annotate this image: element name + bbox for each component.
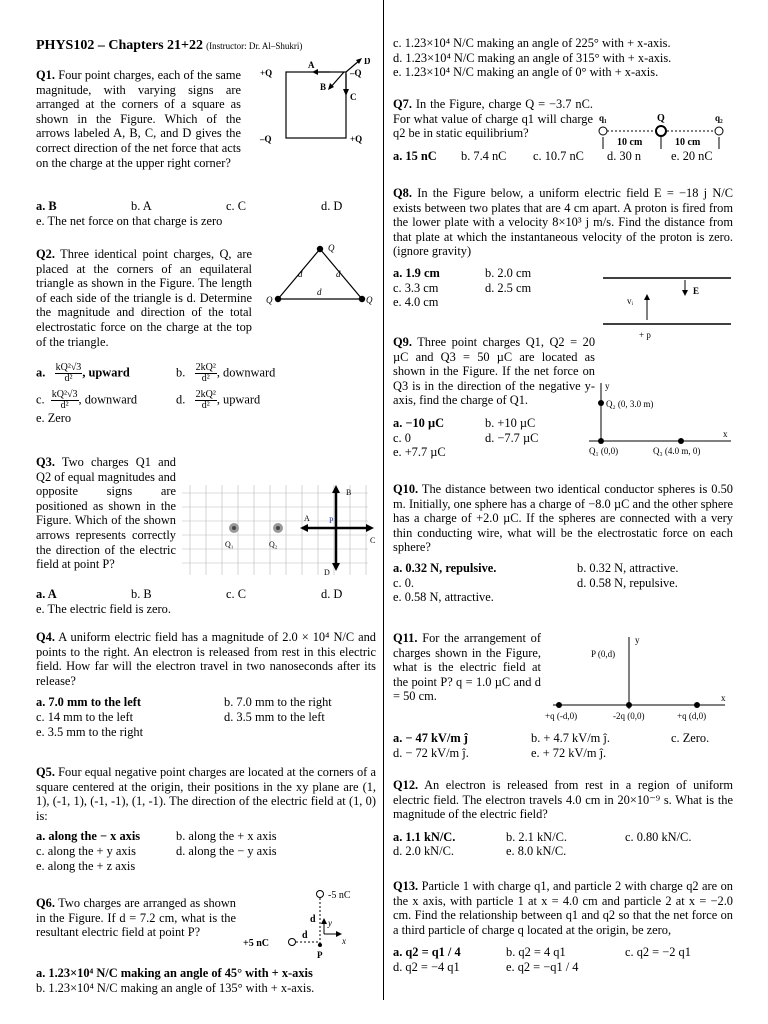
q8-field-label: E	[693, 286, 700, 296]
question-12-options	[393, 830, 733, 859]
q9-charge-1: Q₁ (0,0)	[589, 446, 619, 456]
q1-option-b[interactable]: b. A	[131, 199, 152, 213]
q3-arrow-c: C	[370, 536, 376, 545]
question-7-number: Q7.	[393, 97, 412, 111]
q11-charge-right: +q (d,0)	[677, 711, 707, 721]
q3-arrow-a: A	[304, 514, 310, 523]
q11-point-p: P (0,d)	[591, 649, 616, 659]
question-7-options	[393, 148, 713, 164]
q6-y-axis: y	[328, 918, 332, 928]
q6-option-a[interactable]: a. 1.23×10⁴ N/C making an angle of 45° with + x-axis	[36, 966, 313, 980]
q3-arrow-d: D	[324, 568, 330, 577]
q2-side-bottom: d	[317, 287, 322, 297]
question-5	[36, 765, 376, 873]
q3-option-d[interactable]: d. D	[321, 587, 343, 601]
q8-option-e[interactable]: e. 4.0 cm	[393, 295, 439, 310]
question-4-options	[36, 695, 376, 739]
q11-option-a[interactable]: a. − 47 kV/m ĵ	[393, 731, 468, 745]
q4-option-b[interactable]: b. 7.0 mm to the right	[224, 695, 332, 710]
q2-option-e[interactable]: e. Zero	[36, 411, 72, 425]
question-10-text	[393, 482, 733, 555]
q11-charge-left: +q (-d,0)	[545, 711, 578, 721]
question-2-options	[36, 363, 376, 426]
q6-option-b[interactable]: b. 1.23×10⁴ N/C making an angle of 135° with + x-axis.	[36, 980, 315, 995]
question-12-text	[393, 778, 733, 822]
q6-charge-pos: +5 nC	[243, 938, 269, 949]
q5-option-d[interactable]: d. along the − y axis	[176, 843, 277, 858]
q1-arrow-b: B	[320, 82, 327, 92]
q7-option-d[interactable]: d. 30 n	[607, 148, 642, 163]
question-3-body: Two charges Q1 and Q2 of equal magnitudes and opposite signs are positioned as shown in the Figure. Which of the shown arrows represents correctly the direction of the electric field at point P?	[36, 455, 177, 572]
q2-option-d[interactable]: d. $\frac{\text{2kQ²}}{\text{d²}}$ , upward	[176, 389, 261, 411]
question-4	[36, 630, 376, 739]
q10-option-a[interactable]: a. 0.32 N, repulsive.	[393, 560, 497, 575]
q6-charge-neg: -5 nC	[328, 890, 351, 901]
q7-charge-q2: q₂	[715, 113, 723, 123]
q7-charge-Q: Q	[657, 113, 665, 124]
question-10-number: Q10.	[393, 482, 419, 496]
column-divider	[383, 0, 384, 1000]
q11-y-axis: y	[635, 635, 640, 645]
q11-option-e[interactable]: e. + 72 kV/m ĵ.	[531, 745, 607, 760]
q8-option-b[interactable]: b. 2.0 cm	[485, 265, 532, 280]
question-10	[393, 482, 733, 605]
question-4-text	[36, 630, 376, 688]
q1-charge-tl: +Q	[260, 68, 273, 78]
question-9	[393, 335, 733, 460]
q13-option-d[interactable]: d. q2 = −4 q1	[393, 959, 460, 974]
q3-option-b[interactable]: b. B	[131, 587, 152, 601]
q11-charge-middle: -2q (0,0)	[613, 711, 645, 721]
q1-charge-bl: –Q	[260, 134, 272, 144]
q1-charge-br: +Q	[350, 134, 363, 144]
q9-figure	[589, 379, 733, 463]
q7-figure	[593, 111, 733, 151]
question-8-text	[393, 186, 733, 259]
q3-charge-1: Q₁	[225, 540, 234, 549]
q9-charge-3: Q₃ (4.0 m, 0)	[653, 446, 701, 456]
question-11-number: Q11.	[393, 631, 418, 645]
q3-figure	[182, 485, 376, 581]
q2-charge-top: Q	[328, 243, 335, 253]
q1-charge-tr: –Q	[350, 68, 362, 78]
question-2-text	[36, 247, 252, 349]
question-6-options-left	[36, 966, 376, 995]
q5-option-c[interactable]: c. along the + y axis	[36, 843, 136, 858]
question-1-number: Q1.	[36, 68, 55, 82]
q6-figure	[240, 886, 376, 962]
q3-arrow-b: B	[346, 488, 352, 497]
question-11-text	[393, 631, 541, 704]
question-8-body: In the Figure below, a uniform electric field E = −18 j N/C exists between two plates that are 4 cm apart. A proton is fired from the lower plate with a velocity 8×10³ j m/s. Find the distance from that plate at which the instantaneous velocity of the proton is zero.(ignore gravity)	[393, 186, 733, 259]
question-3	[36, 455, 376, 616]
q8-figure	[603, 270, 733, 342]
q8-option-c[interactable]: c. 3.3 cm	[393, 280, 439, 295]
question-5-text	[36, 765, 376, 823]
q10-option-c[interactable]: c. 0.	[393, 575, 414, 590]
q7-charge-q1: q₁	[599, 113, 607, 123]
q2-option-b-label: , downward	[216, 365, 276, 380]
question-4-number: Q4.	[36, 630, 55, 644]
q1-arrow-d: D	[364, 58, 371, 66]
q11-option-d[interactable]: d. − 72 kV/m ĵ.	[393, 745, 469, 760]
q2-option-c[interactable]: c. $\frac{\text{kQ²√3}}{\text{d²}}$ , downward	[36, 389, 138, 411]
q3-option-a[interactable]: a. A	[36, 587, 57, 601]
q1-option-e[interactable]: e. The net force on that charge is zero	[36, 213, 223, 228]
q13-option-e[interactable]: e. q2 = −q1 / 4	[506, 959, 579, 974]
question-5-number: Q5.	[36, 765, 55, 779]
question-8	[393, 186, 733, 340]
q5-option-b[interactable]: b. along the + x axis	[176, 829, 277, 844]
question-13-options	[393, 945, 733, 974]
question-12-body: An electron is released from rest in a region of uniform electric field. The electron travels 4.0 cm in 20×10⁻⁹ s. What is the magnitude of the electric field?	[393, 778, 733, 822]
question-5-options	[36, 829, 376, 873]
q5-option-a[interactable]: a. along the − x axis	[36, 829, 141, 844]
question-13-body: Particle 1 with charge q1, and particle 2 with charge q2 are on the x axis, with particle 1 at x = 4.0 cm and particle 2 at x = −2.0 cm. Find the relationship between q1 and q2 so that the net force on a third particle of charge q located at the origin, be zero,	[393, 879, 733, 937]
q11-figure	[545, 633, 733, 725]
question-1-text	[36, 68, 241, 170]
q1-option-a[interactable]: a. B	[36, 199, 57, 213]
question-7	[393, 97, 733, 163]
q2-side-left: d	[298, 269, 303, 279]
question-9-body: Three point charges Q1, Q2 = 20 µC and Q3 = 50 µC are located as shown in the Figure. If the net force on Q3 is in the direction of the negative y-axis, find the charge of Q1.	[393, 335, 596, 408]
q12-option-d[interactable]: d. 2.0 kN/C.	[393, 844, 454, 859]
q3-charge-2: Q₂	[269, 540, 278, 549]
question-2	[36, 243, 376, 425]
q9-charge-2: Q₂ (0, 3.0 m)	[606, 399, 654, 409]
question-5-body: Four equal negative point charges are located at the corners of a square centered at the origin, their positions in the xy plane are (1, 1), (-1, 1), (-1, -1), (1, -1). The direction of the electric field at (1, 0) is:	[36, 765, 376, 823]
q2-side-right: d	[336, 269, 341, 279]
q7-spacing-2: 10 cm	[675, 137, 701, 148]
question-10-body: The distance between two identical conductor spheres is 0.50 m. Initially, one sphere has a charge of −8.0 µC and the other sphere has a charge of +2.0 µC. If the spheres are connected with a very thin conducting wire, what will be the electrostatic force on each sphere?	[393, 482, 733, 555]
question-1-options	[36, 199, 376, 228]
q4-option-d[interactable]: d. 3.5 mm to the left	[224, 709, 325, 724]
q9-option-e[interactable]: e. +7.7 µC	[393, 445, 446, 460]
q3-point-p: P	[329, 516, 334, 525]
question-6-continued	[393, 36, 733, 80]
q10-option-e[interactable]: e. 0.58 N, attractive.	[393, 590, 494, 605]
question-13-text	[393, 879, 733, 937]
q8-option-a[interactable]: a. 1.9 cm	[393, 265, 440, 280]
q2-option-a[interactable]: a. $\frac{\text{kQ²√3}}{\text{d²}}$ , upward	[36, 362, 130, 384]
q3-option-e[interactable]: e. The electric field is zero.	[36, 601, 171, 616]
q2-figure	[264, 243, 376, 313]
question-3-options	[36, 587, 376, 616]
page-header	[36, 38, 376, 54]
question-4-body: A uniform electric field has a magnitude of 2.0 × 10⁴ N/C and points to the right. An electron is released from rest in this electric field. How far will the electron travel in two nanoseconds after its release?	[36, 630, 376, 688]
q11-option-b[interactable]: b. + 4.7 kV/m ĵ.	[531, 731, 610, 745]
q2-charge-left: Q	[266, 295, 273, 305]
q7-option-e[interactable]: e. 20 nC	[671, 148, 713, 163]
question-6-text	[36, 896, 236, 940]
q1-figure	[258, 58, 376, 148]
q9-option-b[interactable]: b. +10 µC	[485, 415, 536, 430]
q8-option-d[interactable]: d. 2.5 cm	[485, 280, 532, 295]
q7-option-a[interactable]: a. 15 nC	[393, 148, 437, 163]
q12-option-b[interactable]: b. 2.1 kN/C.	[506, 829, 567, 844]
q6-option-e[interactable]: e. 1.23×10⁴ N/C making an angle of 0° with + x-axis.	[393, 65, 659, 80]
q10-option-d[interactable]: d. 0.58 N, repulsive.	[577, 575, 678, 590]
q7-option-b[interactable]: b. 7.4 nC	[461, 148, 507, 163]
q9-option-a[interactable]: a. −10 µC	[393, 415, 445, 430]
question-2-number: Q2.	[36, 247, 55, 261]
q7-spacing-1: 10 cm	[617, 137, 643, 148]
q1-option-d[interactable]: d. D	[321, 199, 343, 213]
question-9-number: Q9.	[393, 335, 412, 349]
q1-arrow-a: A	[308, 60, 315, 70]
q9-option-c[interactable]: c. 0	[393, 430, 411, 445]
q8-proton-label: + p	[639, 330, 651, 340]
question-6	[36, 890, 376, 995]
q12-option-a[interactable]: a. 1.1 kN/C.	[393, 829, 456, 844]
q11-x-axis: x	[721, 693, 726, 703]
question-6-number: Q6.	[36, 896, 55, 910]
q4-option-a[interactable]: a. 7.0 mm to the left	[36, 695, 141, 710]
q10-option-b[interactable]: b. 0.32 N, attractive.	[577, 560, 679, 575]
question-9-options	[393, 416, 563, 460]
q6-option-d[interactable]: d. 1.23×10⁴ N/C making an angle of 315° with + x-axis.	[393, 50, 672, 65]
question-3-number: Q3.	[36, 455, 55, 469]
q3-option-c[interactable]: c. C	[226, 587, 246, 601]
q12-option-e[interactable]: e. 8.0 kN/C.	[506, 844, 567, 859]
q2-option-b[interactable]: b. $\frac{\text{2kQ²}}{\text{d²}}$ , downward	[176, 362, 276, 384]
question-13	[393, 879, 733, 975]
q4-option-e[interactable]: e. 3.5 mm to the right	[36, 724, 144, 739]
question-8-number: Q8.	[393, 186, 412, 200]
q11-option-c[interactable]: c. Zero.	[671, 731, 710, 745]
instructor-label: (Instructor: Dr. Al–Shukri)	[206, 41, 303, 51]
q9-x-axis: x	[723, 429, 728, 439]
q6-point-p: P	[317, 950, 323, 960]
q5-option-e[interactable]: e. along the + z axis	[36, 858, 136, 873]
q8-velocity-label: vᵢ	[627, 296, 633, 306]
question-11-body: For the arrangement of charges shown in the Figure, what is the electric field at the point P? q = 1.0 µC and d = 50 cm.	[393, 631, 541, 704]
q1-arrow-c: C	[350, 92, 357, 102]
question-13-number: Q13.	[393, 879, 419, 893]
question-7-body: In the Figure, charge Q = −3.7 nC. For what value of charge q1 will charge q2 be in static equilibrium?	[393, 97, 593, 141]
q6-option-c[interactable]: c. 1.23×10⁴ N/C making an angle of 225° with + x-axis.	[393, 36, 671, 50]
question-12-number: Q12.	[393, 778, 419, 792]
q4-option-c[interactable]: c. 14 mm to the left	[36, 709, 134, 724]
question-11	[393, 631, 733, 760]
q2-charge-right: Q	[366, 295, 373, 305]
q2-option-d-label: , upward	[216, 392, 261, 407]
q13-option-a[interactable]: a. q2 = q1 / 4	[393, 945, 461, 960]
question-11-options	[393, 731, 733, 760]
page-title: PHYS102 – Chapters 21+22	[36, 38, 204, 53]
q13-option-c[interactable]: c. q2 = −2 q1	[625, 945, 691, 960]
q6-dist-vertical: d	[310, 914, 316, 925]
q9-option-d[interactable]: d. −7.7 µC	[485, 430, 539, 445]
question-10-options	[393, 561, 733, 605]
question-1-body: Four point charges, each of the same magnitude, with varying signs are arranged at the corners of a square as shown in the Figure. Which of the arrows labeled A, B, C, and D gives the correct direction of the net force that acts on the charge at the upper right corner?	[36, 68, 241, 170]
q9-y-axis: y	[605, 381, 610, 391]
q2-option-c-label: , downward	[78, 392, 138, 407]
q6-x-axis: x	[342, 936, 346, 946]
q12-option-c[interactable]: c. 0.80 kN/C.	[625, 829, 692, 844]
question-8-options	[393, 266, 553, 310]
question-2-body: Three identical point charges, Q, are placed at the corners of an equilateral triangle as shown in the Figure. The length of each side of the triangle is d. Determine the magnitude and direction of the total electrostatic force on the charge at the top of the triangle.	[36, 247, 253, 349]
question-6-body: Two charges are arranged as shown in the Figure. If d = 7.2 cm, what is the resultant electric field at point P?	[36, 896, 237, 940]
question-1	[36, 58, 376, 228]
question-12	[393, 778, 733, 859]
q2-option-a-label: , upward	[82, 365, 130, 380]
q13-option-b[interactable]: b. q2 = 4 q1	[506, 945, 566, 960]
q6-dist-horizontal: d	[302, 930, 308, 941]
q1-option-c[interactable]: c. C	[226, 199, 246, 213]
q7-option-c[interactable]: c. 10.7 nC	[533, 148, 584, 163]
